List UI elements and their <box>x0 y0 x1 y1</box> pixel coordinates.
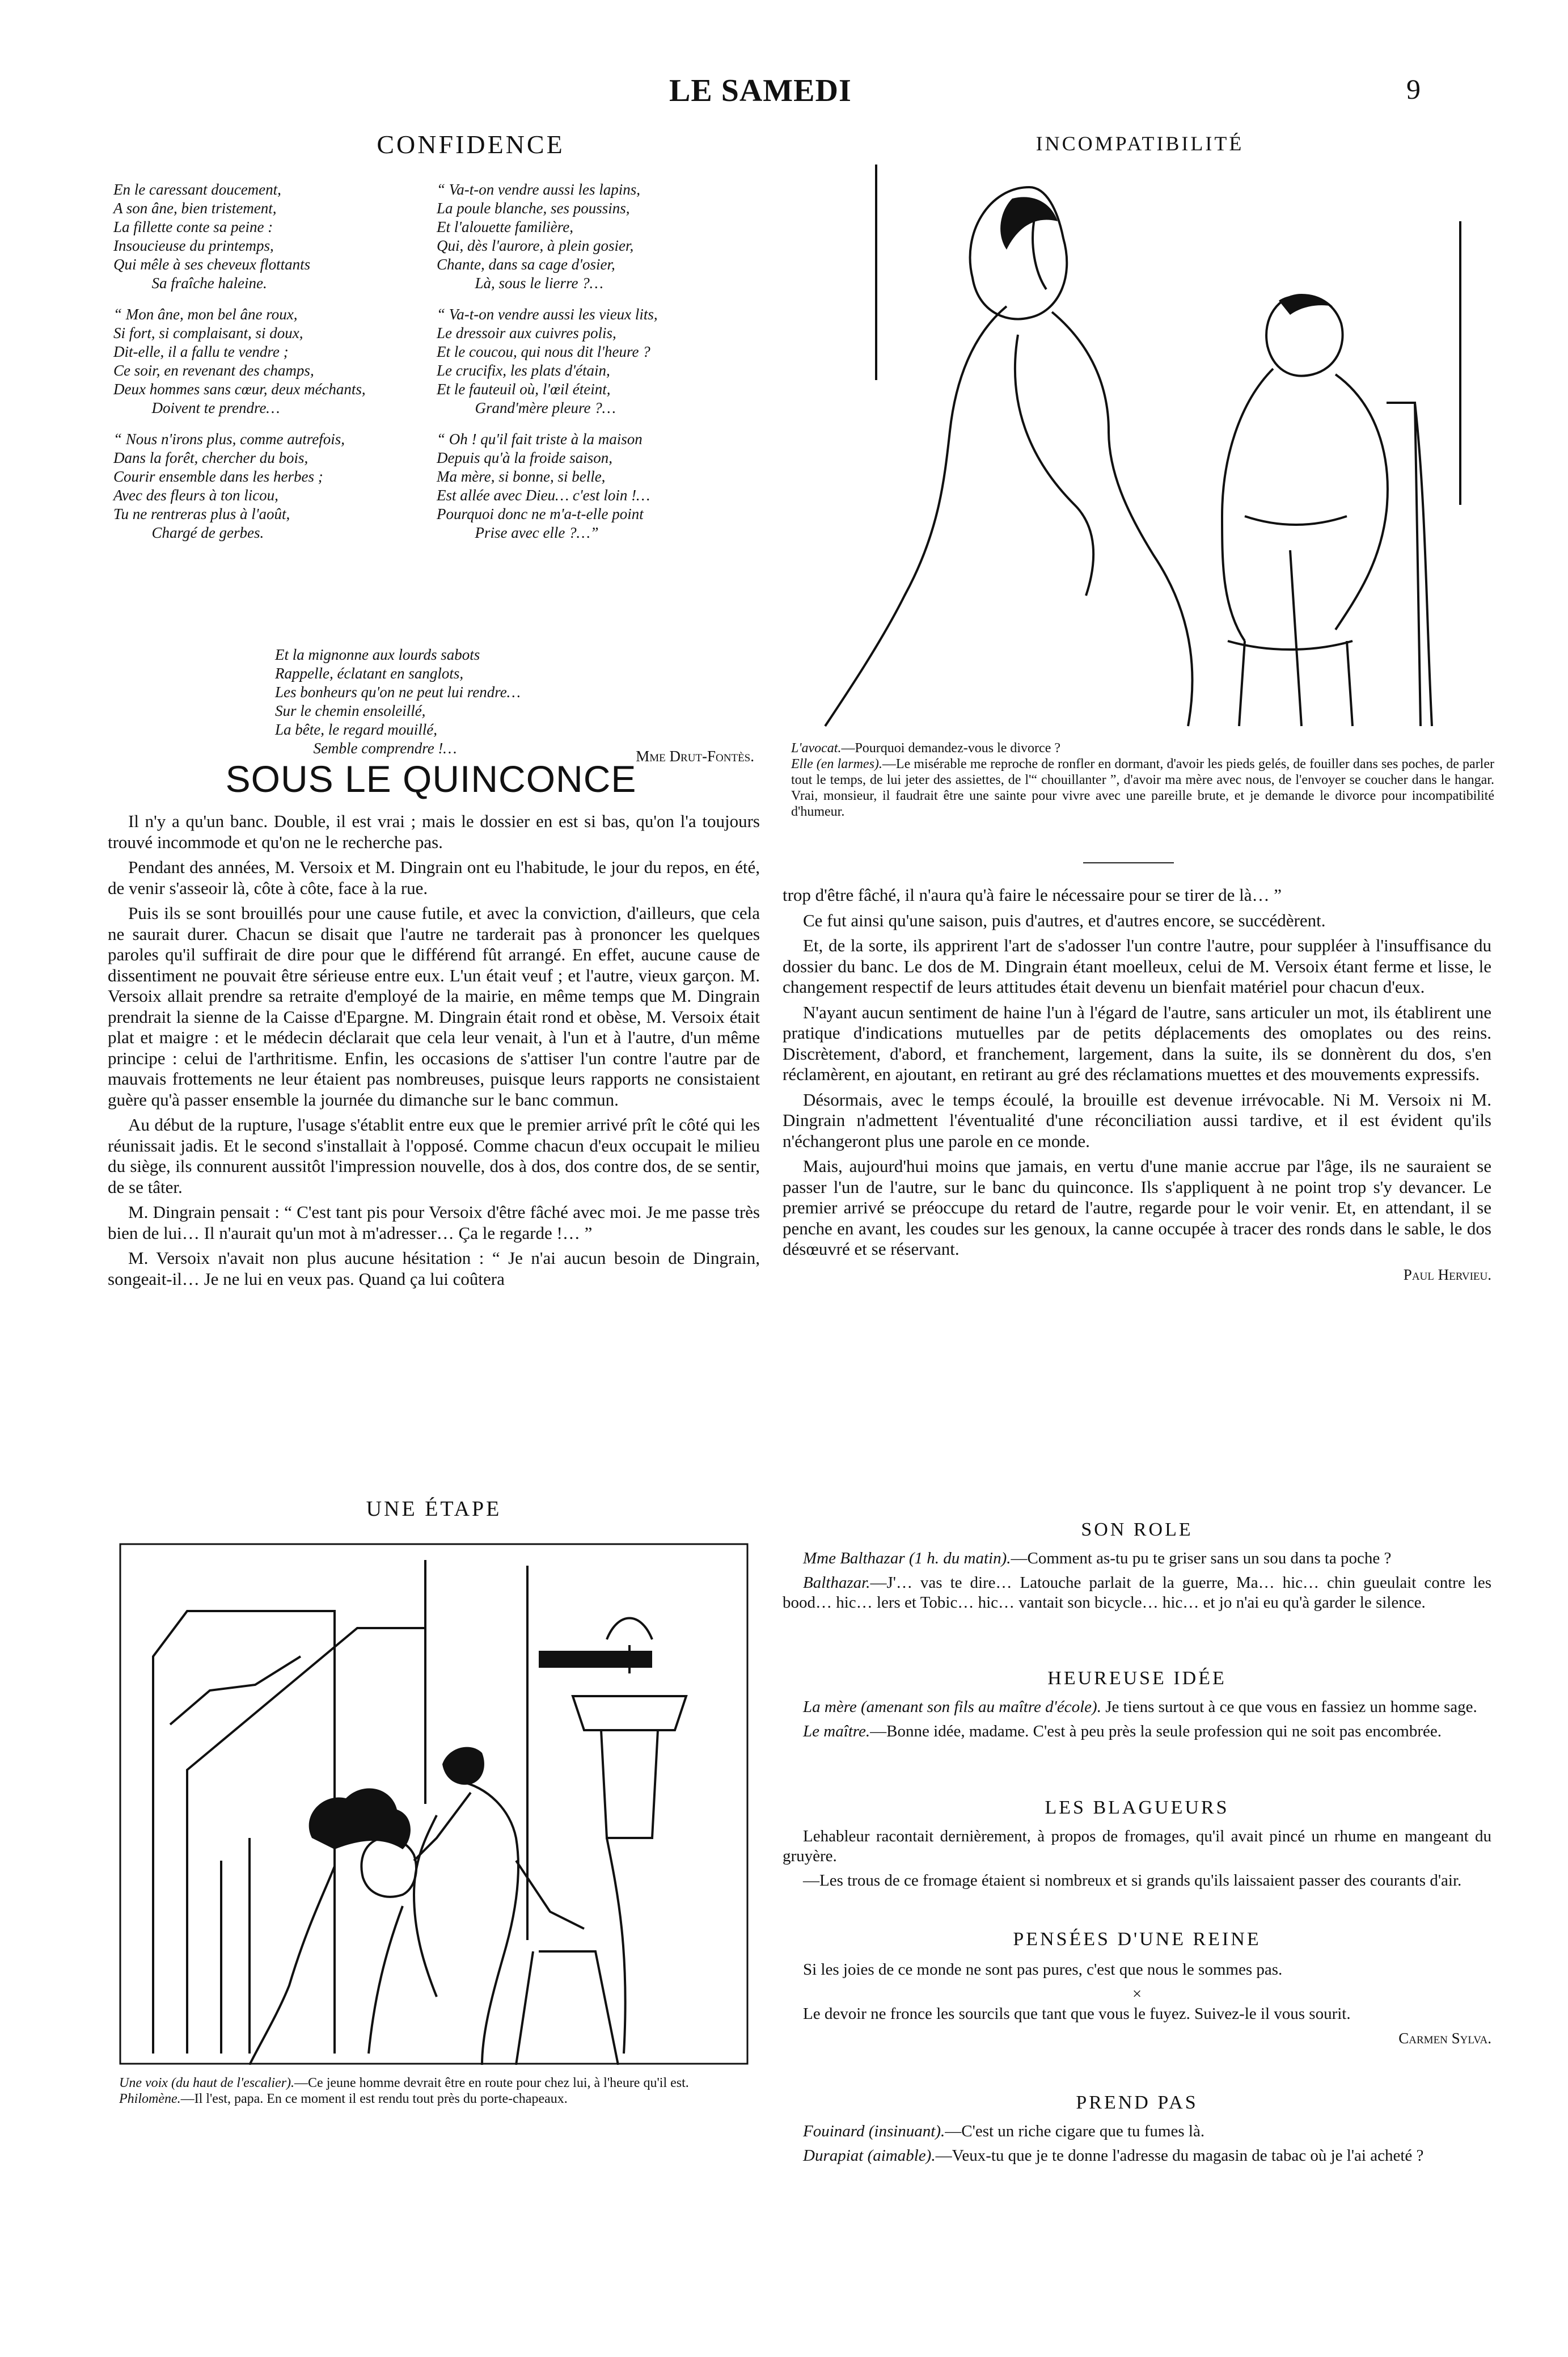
story-paragraph: Et, de la sorte, ils apprirent l'art de s'adosser l'un contre l'autre, pour suppléer à l'insuffisance du dossier du banc. Le dos de M. Dingrain étant moelleux, celui de M. Versoix étant ferme et lisse, le changement respectif de leurs attitudes était devenu un bienfait matériel pour chacun d'eux. <box>783 935 1491 997</box>
dialogue-text: —J'… vas te dire… Latouche parlait de la guerre, Ma… hic… chin gueulait contre les bood… hic… lers et Tobic… hic… vantait son bicycle… hic… et jo n'ai eu qu'à garder le silence. <box>783 1574 1491 1612</box>
story-paragraph: Le devoir ne fronce les sourcils que tant que vous le fuyez. Suivez-le il vous sourit. <box>803 2005 1351 2023</box>
story-paragraph: Mais, aujourd'hui moins que jamais, en vertu d'une manie accrue par l'âge, ils ne sauraient se passer l'un de l'autre, sur le banc du quinconce. Ils s'appliquent à ne point trop s'y devancer. Le premier arrivé se préoccupe du retard de l'autre, regarde pour le voir venir. Et, en attendant, il se penche en avant, les coudes sur les genoux, la canne occupée à tracer des ronds dans le sable, le dos désœuvré et se réservant. <box>783 1156 1491 1259</box>
incompat-caption <box>791 740 1494 820</box>
caption-speaker: Elle (en larmes). <box>791 757 882 771</box>
story-paragraph: —Les trous de ce fromage étaient si nombreux et si grands qu'ils laissaient passer des courants d'air. <box>803 1871 1462 1890</box>
une-etape-illustration <box>119 1543 749 2065</box>
dialogue-speaker: Durapiat (aimable). <box>803 2147 936 2165</box>
story-paragraph: Lehableur racontait dernièrement, à propos de fromages, qu'il avait pincé un rhume en mangeant du gruyère. <box>783 1827 1491 1865</box>
dialogue-text: —Veux-tu que je te donne l'adresse du magasin de tabac où je l'ai acheté ? <box>935 2147 1424 2165</box>
poem-column-left <box>113 180 431 555</box>
pensees-body <box>783 1960 1491 2048</box>
etape-caption <box>119 2075 749 2107</box>
story-right-column <box>783 885 1491 1285</box>
blagueurs-heading: LES BLAGUEURS <box>1045 1797 1229 1818</box>
story-left-column <box>108 811 760 1294</box>
story-paragraph: Puis ils se sont brouillés pour une cause futile, et avec la conviction, d'ailleurs, que cela ne saurait durer. Chacun se disait que l'autre ne tarderait pas à prononcer les quelques paroles qu'il suffirait de dire pour que le différend fût arrangé. En effet, aucune cause de dissentiment ne pouvait être sérieuse entre eux. L'un était veuf ; et l'autre, vieux garçon. M. Versoix allait prendre sa retraite d'employé de la mairie, en même temps que M. Dingrain prendrait la sienne de la Caisse d'Epargne. M. Dingrain était rond et obèse, M. Versoix était plat et maigre : et le médecin déclarait que cela leur venait, à l'un et à l'autre, d'un même principe : celui de l'arthritisme. Enfin, les occasions de s'attiser l'un contre l'autre par de mauvais frottements ne leur étaient pas nombreuses, puisque leurs rapports ne consistaient guère qu'à passer ensemble la journée du dimanche sur le banc commun. <box>108 903 760 1110</box>
dialogue-speaker: Fouinard (insinuant). <box>803 2122 945 2140</box>
dialogue-speaker: Le maître. <box>803 1722 870 1740</box>
section-divider <box>1083 862 1174 863</box>
dialogue-speaker: Balthazar. <box>803 1574 870 1592</box>
story-paragraph: M. Versoix n'avait non plus aucune hésitation : “ Je n'ai aucun besoin de Dingrain, songeait-il… Je ne lui en veux pas. Quand ça lui coûtera <box>108 1248 760 1289</box>
poem-stanza: Et la mignonne aux lourds sabots Rappelle, éclatant en sanglots, Les bonheurs qu'on ne peut lui rendre… Sur le chemin ensoleillé, La bête, le regard mouillé, Semble comprendre !… <box>275 646 521 757</box>
son-role-body <box>783 1549 1491 1617</box>
story-paragraph: Désormais, avec le temps écoulé, la brouille est devenue irrévocable. Ni M. Versoix ni M. Dingrain n'admettent l'éventualité d'une réconciliation aussi tardive, et il est évident qu'ils n'échangeront plus une parole en ce monde. <box>783 1089 1491 1151</box>
caption-speaker: Philomène. <box>119 2092 181 2106</box>
story-signature: Paul Hervieu. <box>1403 1266 1491 1283</box>
heureuse-idee-heading: HEUREUSE IDÉE <box>1047 1668 1227 1689</box>
story-title: SOUS LE QUINCONCE <box>225 758 637 800</box>
dialogue-text: Je tiens surtout à ce que vous en fassiez un homme sage. <box>1101 1698 1477 1716</box>
poem-stanza: “ Mon âne, mon bel âne roux, Si fort, si complaisant, si doux, Dit-elle, il a fallu te vendre ; Ce soir, en revenant des champs, Deux hommes sans cœur, deux méchants, Doivent te prendre… <box>113 306 366 416</box>
dialogue-speaker: La mère (amenant son fils au maître d'école). <box>803 1698 1101 1716</box>
heureuse-idee-body <box>783 1697 1491 1746</box>
dialogue-text: —Comment as-tu pu te griser sans un sou dans ta poche ? <box>1011 1549 1392 1567</box>
caption-line: —Il l'est, papa. En ce moment il est rendu tout près du porte-chapeaux. <box>180 2092 568 2106</box>
pensees-signature: Carmen Sylva. <box>1398 2030 1491 2047</box>
page-number: 9 <box>1406 73 1421 105</box>
prend-pas-heading: PREND PAS <box>1076 2092 1198 2113</box>
caption-line: —Pourquoi demandez-vous le divorce ? <box>841 741 1061 756</box>
poem-stanza: En le caressant doucement, A son âne, bien tristement, La fillette conte sa peine : Insoucieuse du printemps, Qui mêle à ses cheveux flottants Sa fraîche haleine. <box>113 181 311 292</box>
prend-pas-body <box>783 2122 1491 2170</box>
masthead <box>0 67 1568 112</box>
dialogue-speaker: Mme Balthazar (1 h. du matin). <box>803 1549 1011 1567</box>
story-paragraph: Au début de la rupture, l'usage s'établit entre eux que le premier arrivé prît le côté qui les réunissait jadis. Et le second s'installait à l'opposé. Comme chacun d'eux occupait le milieu du siège, ils connurent aussitôt l'impression nouvelle, dos à dos, dos contre dos, de se sentir, de se tâter. <box>108 1115 760 1197</box>
story-paragraph: Il n'y a qu'un banc. Double, il est vrai ; mais le dossier en est si bas, qu'on l'a toujours trouvé incommode et qu'on ne le recherche pas. <box>108 811 760 852</box>
poem-stanza: “ Nous n'irons plus, comme autrefois, Dans la forêt, chercher du bois, Courir ensemble dans les herbes ; Avec des fleurs à ton licou, Tu ne rentreras plus à l'août, Chargé de gerbes. <box>113 431 345 541</box>
poem-stanza: “ Oh ! qu'il fait triste à la maison Depuis qu'à la froide saison, Ma mère, si bonne, si belle, Est allée avec Dieu… c'est loin !… Pourquoi donc ne m'a-t-elle point Prise avec elle ?…” <box>437 431 650 541</box>
story-paragraph: Ce fut ainsi qu'une saison, puis d'autres, et d'autres encore, se succédèrent. <box>803 910 1326 930</box>
poem-stanza: “ Va-t-on vendre aussi les vieux lits, Le dressoir aux cuivres polis, Et le coucou, qui nous dit l'heure ? Le crucifix, les plats d'étain, Et le fauteuil où, l'œil éteint, Grand'mère pleure ?… <box>437 306 658 416</box>
blagueurs-body <box>783 1827 1491 1895</box>
story-paragraph: Pendant des années, M. Versoix et M. Dingrain ont eu l'habitude, le jour du repos, en été, de venir s'asseoir là, côte à côte, face à la rue. <box>108 857 760 898</box>
etape-heading: UNE ÉTAPE <box>366 1497 502 1521</box>
dialogue-text: —C'est un riche cigare que tu fumes là. <box>945 2122 1205 2140</box>
son-role-heading: SON ROLE <box>1081 1519 1193 1540</box>
dialogue-text: —Bonne idée, madame. C'est à peu près la seule profession qui ne soit pas encombrée. <box>870 1722 1442 1740</box>
newspaper-title: LE SAMEDI <box>669 73 852 108</box>
poem-stanza: “ Va-t-on vendre aussi les lapins, La poule blanche, ses poussins, Et l'alouette familière, Qui, dès l'aurore, à plein gosier, Chante, dans sa cage d'osier, Là, sous le lierre ?… <box>437 181 640 292</box>
caption-line: —Le misérable me reproche de ronfler en dormant, d'avoir les pieds gelés, de fouiller dans ses poches, de parler tout le temps, de lui jeter des assiettes, de l'“ chouillanter ”, d'avoir ma mère avec nous, de l'envoyer se coucher dans le hangar. Vrai, monsieur, il faudrait être une sainte pour vivre avec une pareille brute, et je demande le divorce pour incompatibilité d'humeur. <box>791 757 1494 819</box>
incompat-heading: INCOMPATIBILITÉ <box>1036 132 1244 155</box>
separator-mark: × <box>1132 1985 1142 2003</box>
caption-speaker: Une voix (du haut de l'escalier). <box>119 2076 295 2090</box>
confidence-signature: Mme Drut-Fontès. <box>636 748 754 765</box>
poem-column-right <box>437 180 754 555</box>
incompatibility-illustration <box>791 165 1494 732</box>
confidence-heading: CONFIDENCE <box>377 130 565 159</box>
story-paragraph: N'ayant aucun sentiment de haine l'un à l'égard de l'autre, sans articuler un mot, ils établirent une pratique d'indications mutuelles par de petits déplacements des omoplates ou des reins. Discrètement, d'abord, et franchement, largement, dans la suite, ils se donnèrent du dos, s'en réclamèrent, en ajoutant, en retirant au gré des réclamations muettes et des mouvements expressifs. <box>783 1002 1491 1084</box>
caption-speaker: L'avocat. <box>791 741 842 756</box>
caption-line: —Ce jeune homme devrait être en route pour chez lui, à l'heure qu'il est. <box>294 2076 689 2090</box>
pensees-heading: PENSÉES D'UNE REINE <box>1013 1929 1261 1950</box>
story-paragraph: Si les joies de ce monde ne sont pas pures, c'est que nous le sommes pas. <box>803 1960 1283 1979</box>
story-paragraph: trop d'être fâché, il n'aura qu'à faire le nécessaire pour se tirer de là… ” <box>783 885 1282 905</box>
story-paragraph: M. Dingrain pensait : “ C'est tant pis pour Versoix d'être fâché avec moi. Je me passe très bien de lui… Il n'aurait qu'un mot à m'adresser… Ça le regarde !… ” <box>108 1202 760 1243</box>
